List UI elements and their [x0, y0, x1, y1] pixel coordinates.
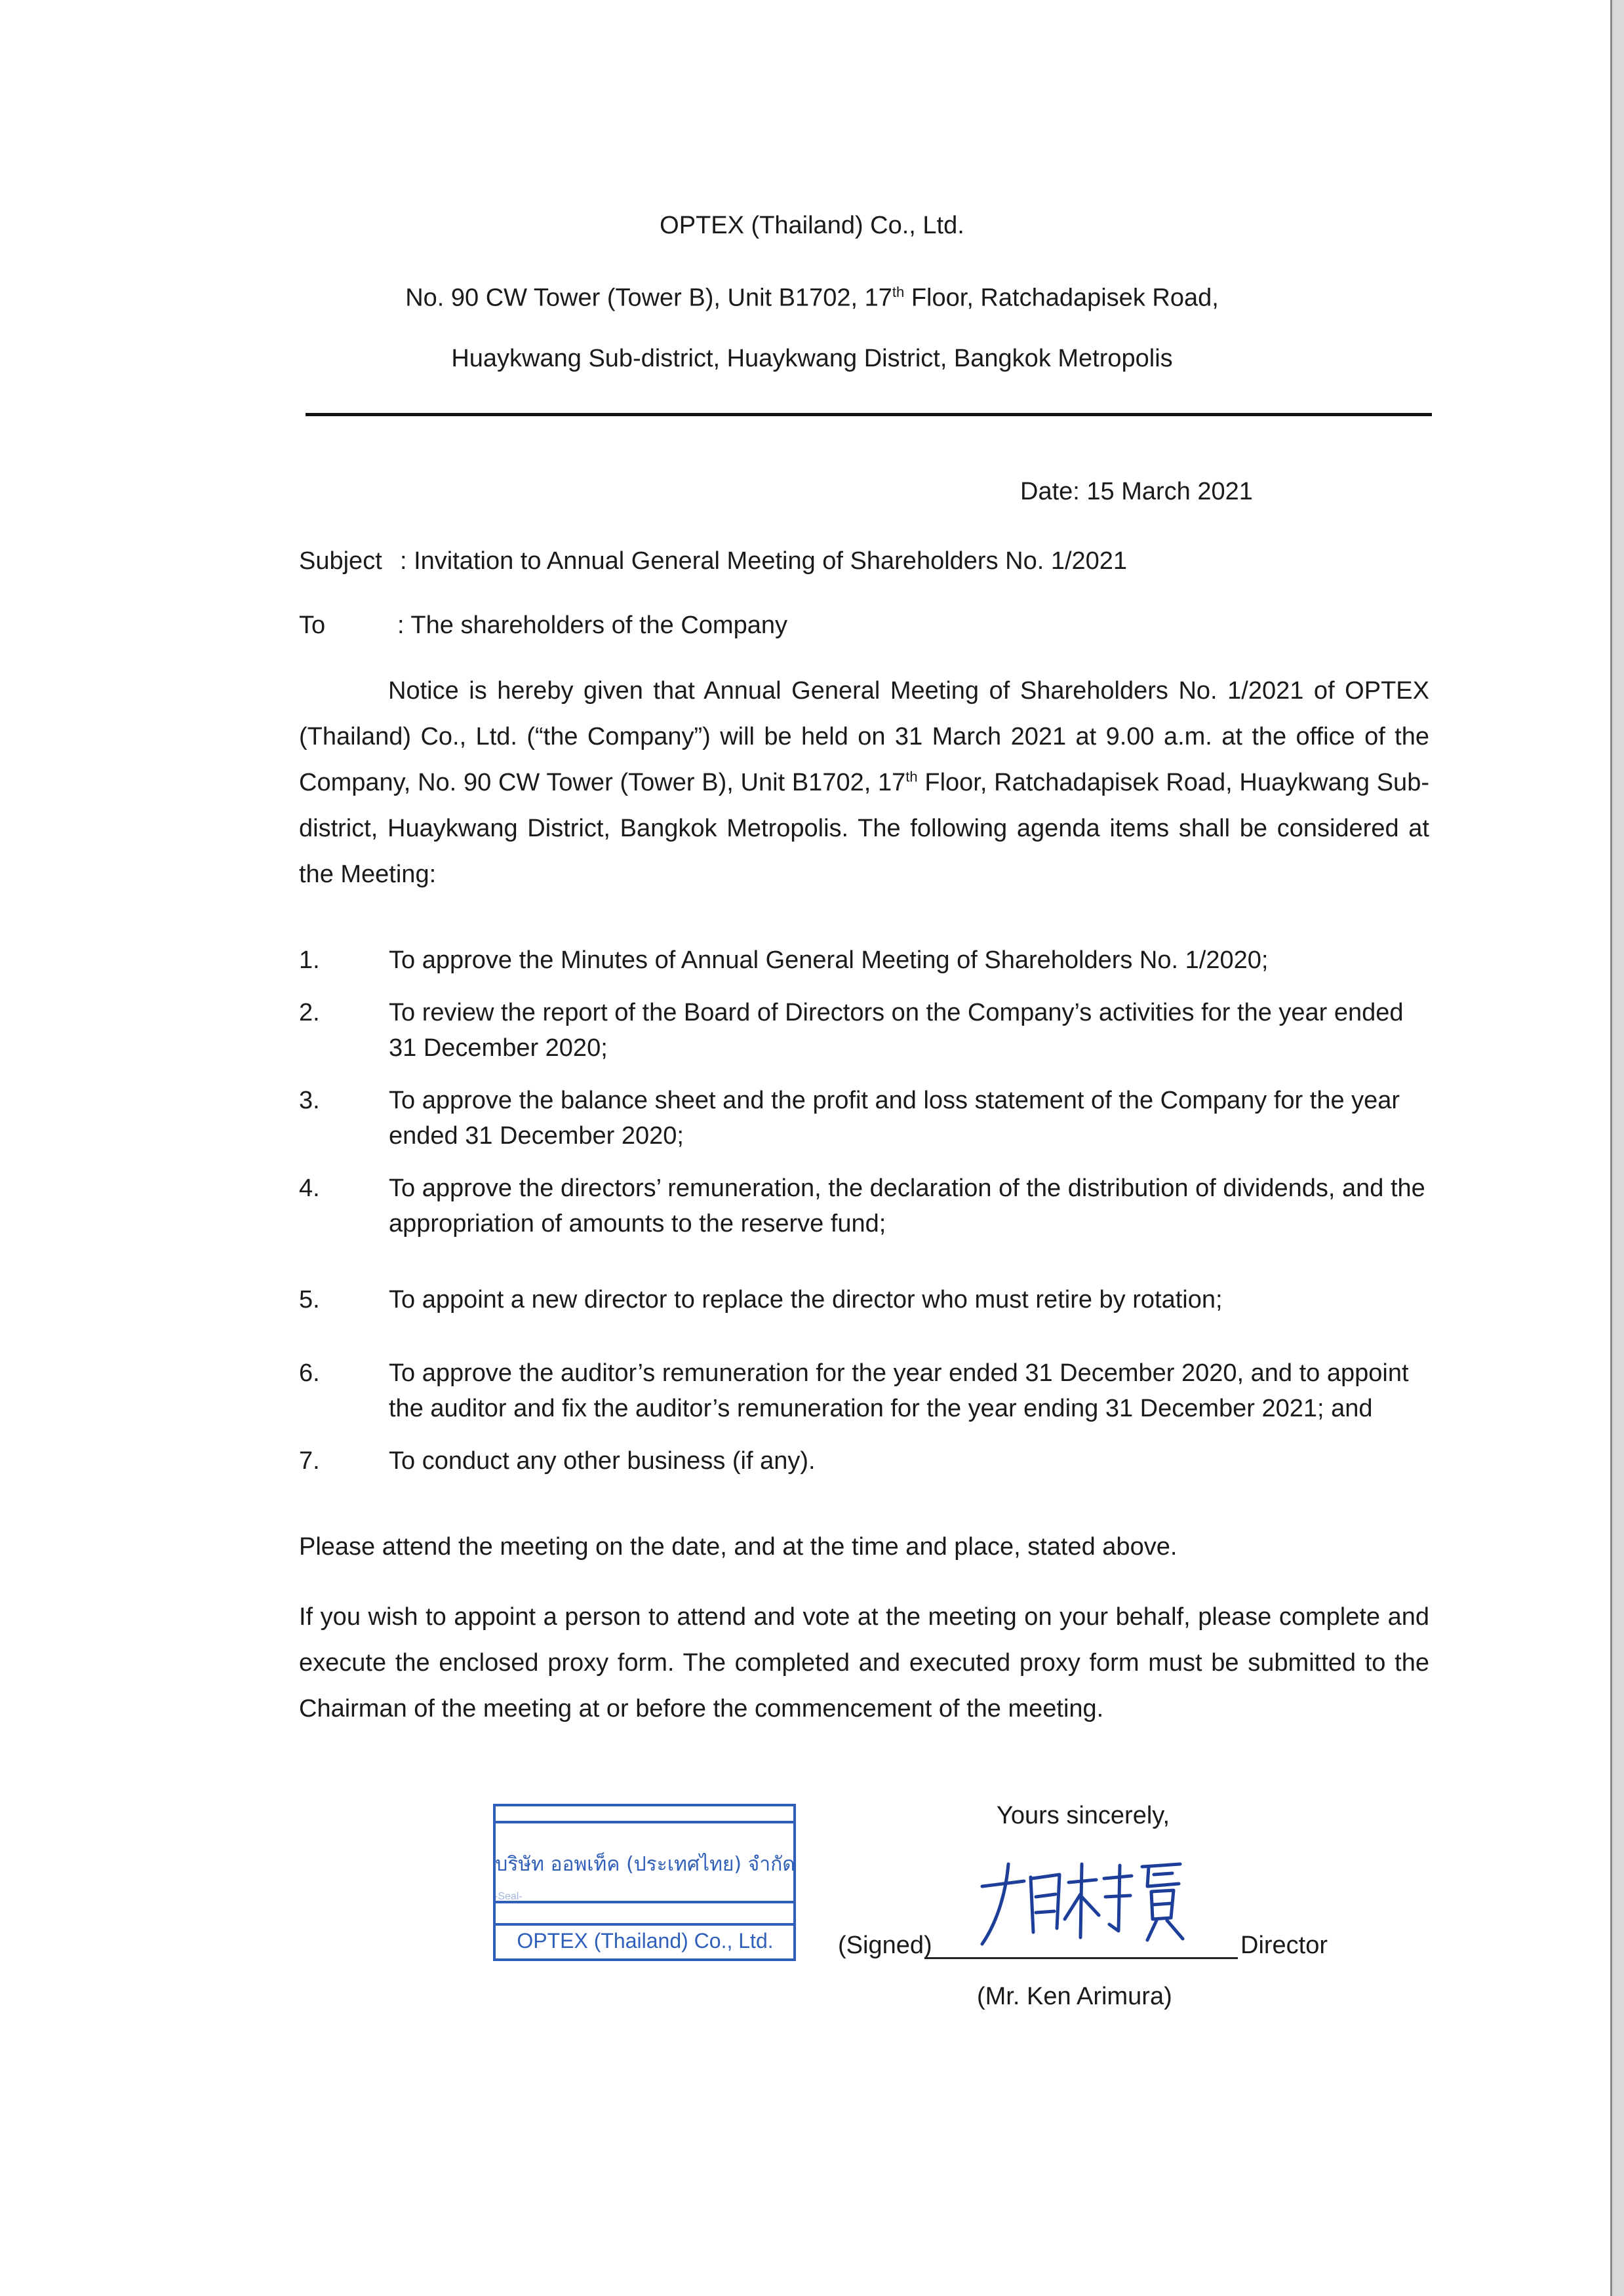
address-line1-post: Floor, Ratchadapisek Road, — [904, 284, 1219, 312]
notice-paragraph — [299, 668, 1429, 897]
to-label: To — [299, 612, 326, 639]
signatory-name: (Mr. Ken Arimura) — [977, 1983, 1172, 2010]
address-line1-pre: No. 90 CW Tower (Tower B), Unit B1702, 17 — [405, 284, 892, 312]
letterhead-company: OPTEX (Thailand) Co., Ltd. — [660, 212, 964, 239]
agenda-number: 3. — [299, 1087, 320, 1114]
agenda-number: 1. — [299, 946, 320, 974]
signature-stroke — [1065, 1864, 1099, 1937]
agenda-text: To appoint a new director to replace the director who must retire by rotation; — [389, 1286, 1223, 1313]
notice-sup: th — [905, 768, 918, 785]
agenda-number: 7. — [299, 1447, 320, 1475]
agenda-text: To approve the Minutes of Annual General Meeting of Shareholders No. 1/2020; — [389, 946, 1269, 974]
agenda-text: To approve the directors’ remuneration, the declaration of the distribution of dividends, and the appropriation of amounts to the reserve fund; — [389, 1175, 1425, 1237]
notice-pre: Notice is hereby given that Annual General Meeting of Shareholders No. 1/2021 of OPTEX (Thailand) Co., Ltd. (“the Company”) will be held on 31 March 2021 at 9.00 a.m. at the office of the Company, No. 90 CW Tower (Tower B), Unit B1702, 17 — [299, 677, 1429, 796]
agenda-text: To approve the auditor’s remuneration for the year ended 31 December 2020, and to appoint the auditor and fix the auditor’s remuneration for the year ending 31 December 2021; and — [389, 1359, 1409, 1422]
signed-label: (Signed) — [838, 1932, 932, 1959]
company-seal-stamp-icon — [490, 1800, 800, 1965]
to-value: : The shareholders of the Company — [397, 612, 787, 639]
notice-post: Floor, Ratchadapisek Road, Huaykwang Sub-district, Huaykwang District, Bangkok Metropolis. The following agenda items shall be considered at the Meeting: — [299, 769, 1429, 888]
signature-stroke — [1104, 1865, 1132, 1931]
address-line1-sup: th — [892, 284, 905, 300]
stamp-thai-name: บริษัท ออพเท็ค (ประเทศไทย) จำกัด — [495, 1853, 795, 1876]
proxy-paragraph: If you wish to appoint a person to attend and vote at the meeting on your behalf, please complete and execute the enclosed proxy form. The completed and executed proxy form must be submitted to the Chairman of the meeting at or before the commencement of the meeting. — [299, 1603, 1429, 1722]
agenda-number: 6. — [299, 1359, 320, 1387]
signature-line — [924, 1957, 1238, 1959]
handwritten-signature-icon — [970, 1855, 1193, 1953]
agenda-text: To approve the balance sheet and the profit and loss statement of the Company for the year ended 31 December 2020; — [389, 1087, 1400, 1150]
signature-stroke — [982, 1864, 1008, 1944]
signature-stroke — [1142, 1864, 1183, 1940]
subject-value: : Invitation to Annual General Meeting of Shareholders No. 1/2021 — [400, 547, 1128, 575]
signature-stroke — [1031, 1875, 1060, 1932]
subject-label: Subject — [299, 547, 382, 575]
signature-strokes — [982, 1864, 1183, 1944]
letterhead-address-line2: Huaykwang Sub-district, Huaykwang District, Bangkok Metropolis — [451, 345, 1173, 372]
agenda-text: To conduct any other business (if any). — [389, 1447, 816, 1475]
letterhead-divider — [306, 413, 1432, 416]
stamp-english-name: OPTEX (Thailand) Co., Ltd. — [517, 1929, 774, 1953]
signature-stroke — [982, 1881, 1024, 1886]
closing-yours-sincerely: Yours sincerely, — [997, 1802, 1170, 1829]
director-title: Director — [1240, 1932, 1328, 1959]
agenda-text: To review the report of the Board of Directors on the Company’s activities for the year ended 31 December 2020; — [389, 999, 1404, 1062]
agenda-number: 4. — [299, 1175, 320, 1202]
stamp-seal-label: -Seal- — [494, 1891, 523, 1902]
agenda-number: 2. — [299, 999, 320, 1026]
letter-date: Date: 15 March 2021 — [1020, 478, 1253, 505]
attend-paragraph: Please attend the meeting on the date, and at the time and place, stated above. — [299, 1533, 1178, 1561]
letterhead-address-line1 — [0, 278, 1624, 313]
agenda-number: 5. — [299, 1286, 320, 1313]
